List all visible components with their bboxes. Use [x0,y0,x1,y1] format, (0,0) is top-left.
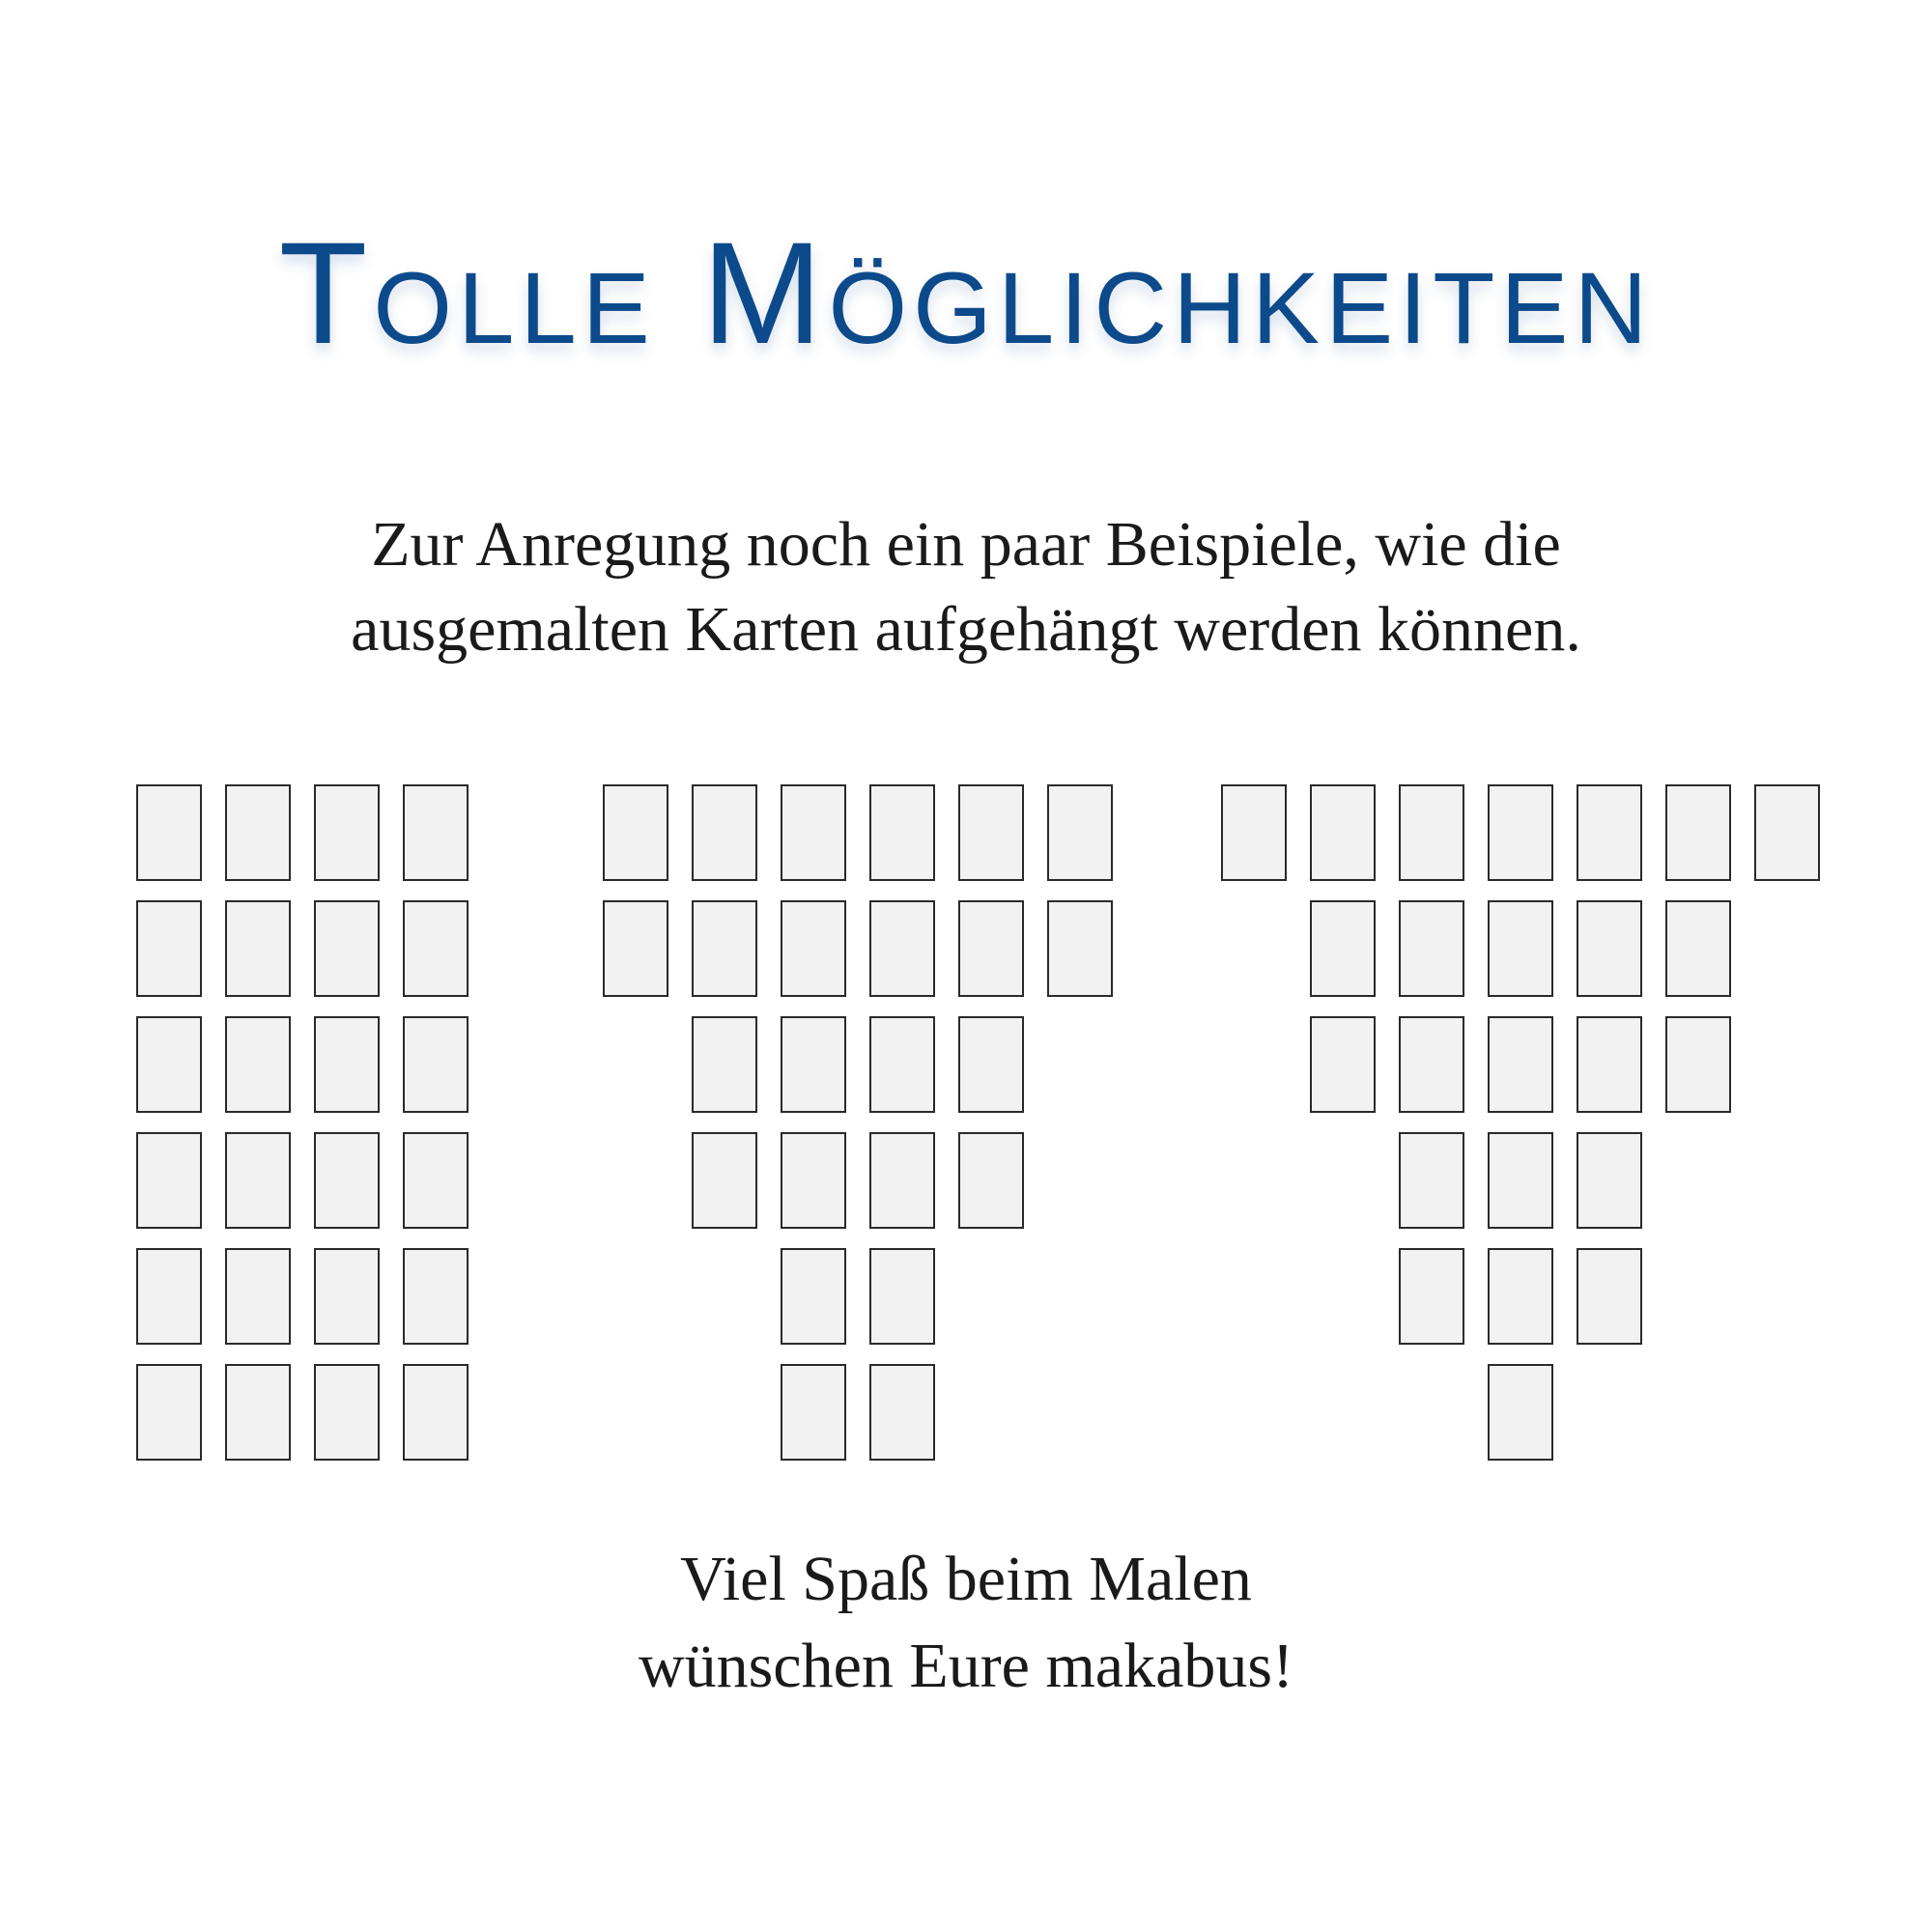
card-placeholder [314,1364,380,1461]
card-placeholder [958,1132,1024,1229]
card-placeholder [1399,1016,1464,1113]
card-placeholder [225,900,291,997]
card-placeholder [1399,1132,1464,1229]
card-placeholder [1310,1016,1376,1113]
card-placeholder [225,784,291,881]
card-placeholder [1399,784,1464,881]
card-placeholder [1488,1016,1553,1113]
intro-line-1: Zur Anregung noch ein paar Beispiele, wie die [371,509,1561,580]
card-placeholder [1488,784,1553,881]
card-placeholder [1665,900,1731,997]
card-placeholder [1488,900,1553,997]
card-placeholder [958,900,1024,997]
card-placeholder [692,1016,757,1113]
card-placeholder [1577,1016,1642,1113]
card-placeholder [225,1132,291,1229]
card-placeholder [603,900,668,997]
card-placeholder [781,784,846,881]
card-placeholder [1665,1016,1731,1113]
card-placeholder [403,1016,469,1113]
card-placeholder [1399,900,1464,997]
card-placeholder [692,1132,757,1229]
card-placeholder [869,1248,935,1345]
card-placeholder [781,1248,846,1345]
card-placeholder [781,1132,846,1229]
card-placeholder [1665,784,1731,881]
page-title: Tolle Möglichkeiten [278,212,1654,374]
card-placeholder [314,900,380,997]
card-placeholder [403,1248,469,1345]
card-placeholder [314,1248,380,1345]
card-placeholder [869,1132,935,1229]
card-placeholder [1221,784,1287,881]
card-placeholder [1399,1248,1464,1345]
closing-line-2: wünschen Eure makabus! [638,1631,1294,1701]
card-placeholder [869,900,935,997]
card-placeholder [869,1016,935,1113]
card-placeholder [958,1016,1024,1113]
card-placeholder [1310,784,1376,881]
card-placeholder [1577,900,1642,997]
card-placeholder [1754,784,1820,881]
card-placeholder [314,1132,380,1229]
card-placeholder [403,1132,469,1229]
closing-line-1: Viel Spaß beim Malen [680,1544,1252,1614]
card-placeholder [136,1248,202,1345]
card-placeholder [781,1364,846,1461]
card-placeholder [136,1132,202,1229]
card-placeholder [1488,1132,1553,1229]
card-placeholder [1488,1364,1553,1461]
card-placeholder [225,1248,291,1345]
card-placeholder [1577,1248,1642,1345]
card-placeholder [781,900,846,997]
card-placeholder [1577,1132,1642,1229]
card-placeholder [136,900,202,997]
card-placeholder [314,784,380,881]
card-placeholder [603,784,668,881]
card-placeholder [225,1364,291,1461]
card-placeholder [314,1016,380,1113]
card-placeholder [692,900,757,997]
card-placeholder [1488,1248,1553,1345]
card-placeholder [869,784,935,881]
card-placeholder [1310,900,1376,997]
card-placeholder [781,1016,846,1113]
card-placeholder [403,1364,469,1461]
card-placeholder [136,784,202,881]
card-placeholder [136,1016,202,1113]
card-placeholder [403,784,469,881]
intro-line-2: ausgemalten Karten aufgehängt werden können. [351,594,1581,665]
card-placeholder [869,1364,935,1461]
card-placeholder [403,900,469,997]
card-placeholder [958,784,1024,881]
card-placeholder [692,784,757,881]
closing-text [290,1536,1642,1710]
card-placeholder [1047,784,1113,881]
card-placeholder [1577,784,1642,881]
card-placeholder [136,1364,202,1461]
card-placeholder [225,1016,291,1113]
card-placeholder [1047,900,1113,997]
